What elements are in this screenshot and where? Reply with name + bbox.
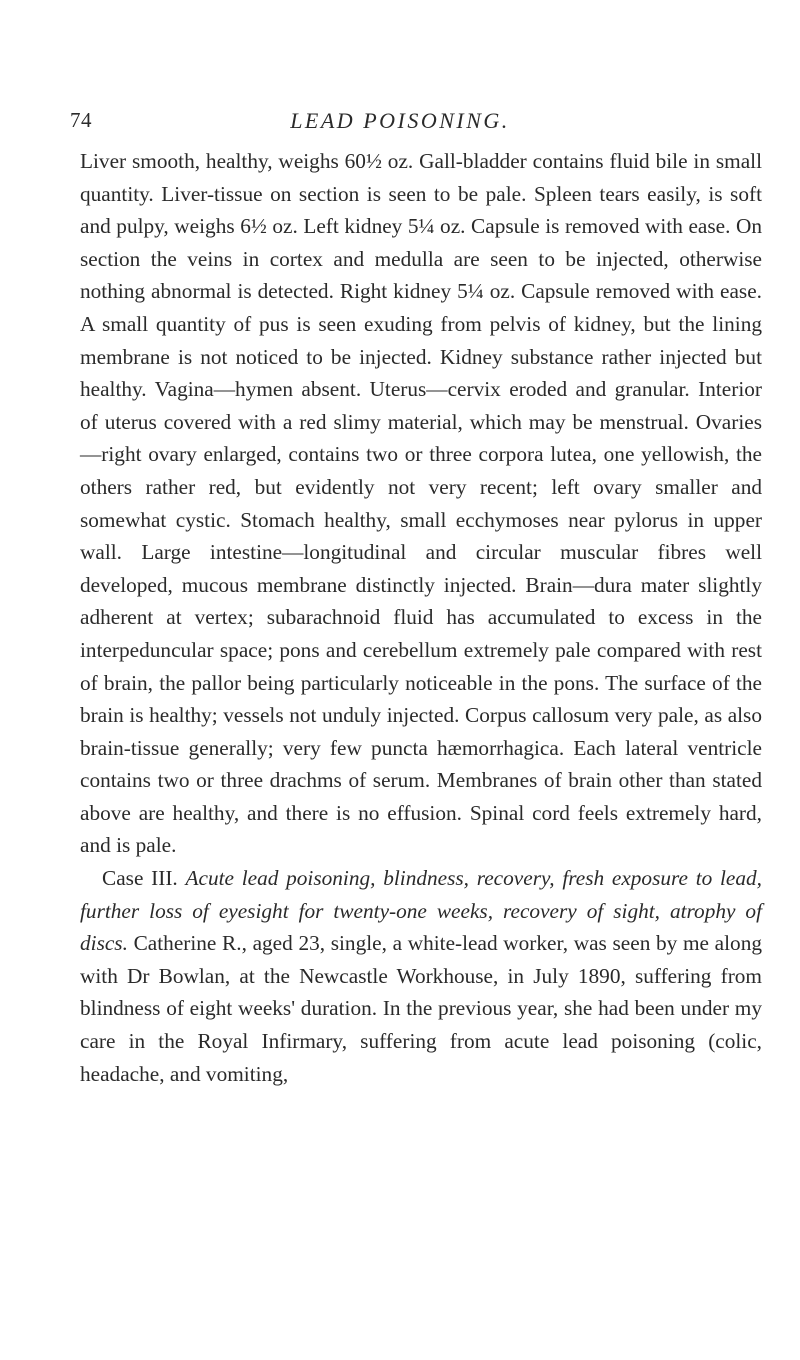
case-text: Catherine R., aged 23, single, a white-lead worker, was seen by me along with Dr Bowlan, at the Newcastle Workhouse, in July 1890, suffering from blindness of eight weeks' duration. In the previous year, she had been under my care in the Royal Infirmary, suffering from acute lead poisoning (colic, headache, and vomiting,: [80, 931, 762, 1086]
case-paragraph: [80, 862, 762, 1090]
body-text: [80, 145, 762, 1090]
autopsy-paragraph: Liver smooth, healthy, weighs 60½ oz. Gall-bladder contains fluid bile in small quantity. Liver-tissue on section is seen to be pale. Spleen tears easily, is soft and pulpy, weighs 6½ oz. Left kidney 5¼ oz. Capsule is removed with ease. On section the veins in cortex and medulla are seen to be injected, otherwise nothing abnormal is detected. Right kidney 5¼ oz. Capsule removed with ease. A small quantity of pus is seen exuding from pelvis of kidney, but the lining membrane is not noticed to be injected. Kidney substance rather injected but healthy. Vagina—hymen absent. Uterus—cervix eroded and granular. Interior of uterus covered with a red slimy material, which may be menstrual. Ovaries—right ovary enlarged, contains two or three corpora lutea, one yellowish, the others rather red, but evidently not very recent; left ovary smaller and somewhat cystic. Stomach healthy, small ecchymoses near pylorus in upper wall. Large intestine—longitudinal and circular muscular fibres well developed, mucous membrane distinctly injected. Brain—dura mater slightly adherent at vertex; subarachnoid fluid has accumulated to excess in the interpeduncular space; pons and cerebellum extremely pale compared with rest of brain, the pallor being particularly noticeable in the pons. The surface of the brain is healthy; vessels not unduly injected. Corpus callosum very pale, as also brain-tissue generally; very few puncta hæmorrhagica. Each lateral ventricle contains two or three drachms of serum. Membranes of brain other than stated above are healthy, and there is no effusion. Spinal cord feels extremely hard, and is pale.: [80, 149, 762, 858]
case-title: Acute lead poisoning, blindness, recovery, fresh exposure to lead, further loss of eyesight for twenty-one weeks, recovery of sight, atrophy of discs.: [80, 866, 763, 956]
running-title: LEAD POISONING.: [290, 108, 510, 133]
case-label: Case III.: [102, 866, 178, 891]
page-header: [0, 108, 800, 138]
page-number: 74: [70, 108, 92, 132]
